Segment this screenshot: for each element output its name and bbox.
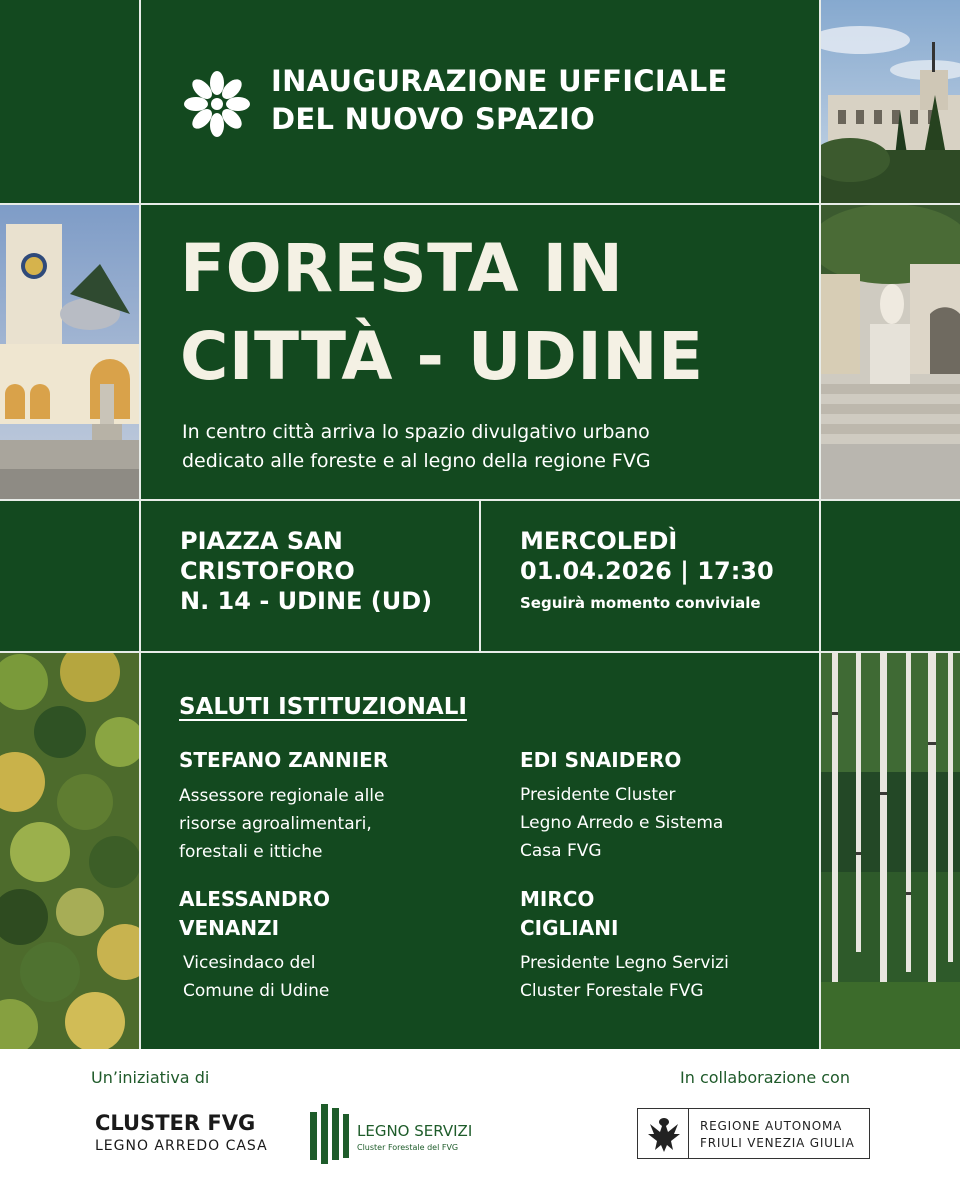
- grid-line-h1: [0, 203, 960, 205]
- location-line-1: PIAZZA SAN: [180, 527, 343, 555]
- cluster-fvg-logo-name: CLUSTER FVG: [95, 1111, 256, 1135]
- photo-statue-stairs: [820, 204, 960, 500]
- grid-line-h2: [0, 499, 960, 501]
- photo-palazzo-sky: [820, 0, 960, 204]
- photo-aerial-forest: [0, 652, 140, 1049]
- main-title-line-2: CITTÀ - UDINE: [180, 318, 704, 395]
- speaker-role: [520, 949, 729, 1005]
- legno-servizi-sub: Cluster Forestale del FVG: [357, 1143, 459, 1152]
- speaker-role: [179, 782, 385, 866]
- speaker-role-line: forestali e ittiche: [179, 842, 323, 862]
- speaker-name-line: ALESSANDRO: [179, 887, 331, 911]
- speaker-role-line: Cluster Forestale FVG: [520, 981, 704, 1001]
- speaker-role-line: Presidente Cluster: [520, 785, 676, 805]
- speaker-name-line: CIGLIANI: [520, 916, 619, 940]
- cluster-fvg-logo-sub: LEGNO ARREDO CASA: [95, 1138, 268, 1154]
- event-datetime: 01.04.2026 | 17:30: [520, 557, 774, 585]
- speaker-role: [183, 949, 329, 1005]
- speaker-name: [520, 746, 681, 775]
- region-divider: [688, 1109, 689, 1158]
- flower-icon: [181, 68, 253, 140]
- event-location: [180, 526, 432, 616]
- location-line-3: N. 14 - UDINE (UD): [180, 587, 433, 615]
- speaker-role: [520, 781, 723, 865]
- legno-servizi-bars-icon: [308, 1104, 352, 1168]
- speaker-role-line: Assessore regionale alle: [179, 786, 385, 806]
- subtitle-line-1: INAUGURAZIONE UFFICIALE: [271, 64, 728, 98]
- region-line-1: REGIONE AUTONOMA: [700, 1119, 843, 1133]
- speaker-role-line: Legno Arredo e Sistema: [520, 813, 724, 833]
- intro-line-2: dedicato alle foreste e al legno della regione FVG: [182, 450, 651, 472]
- eagle-emblem-icon: [645, 1114, 683, 1154]
- panel-band-right: [820, 500, 960, 652]
- intro-text: [182, 418, 802, 476]
- main-title-line-1: FORESTA IN: [180, 230, 624, 307]
- legno-servizi-name: LEGNO SERVIZI: [357, 1122, 473, 1140]
- grid-line-h3: [0, 651, 960, 653]
- photo-birch-trees: [820, 652, 960, 1049]
- speakers-heading: SALUTI ISTITUZIONALI: [179, 694, 467, 720]
- speaker-name: [179, 746, 388, 775]
- speaker-name-line: EDI SNAIDERO: [520, 748, 682, 772]
- panel-band-left: [0, 500, 140, 652]
- grid-line-v2: [819, 0, 821, 1049]
- event-day: MERCOLEDÌ: [520, 527, 678, 555]
- location-line-2: CRISTOFORO: [180, 557, 355, 585]
- subtitle-line-2: DEL NUOVO SPAZIO: [271, 102, 596, 136]
- speaker-name-line: STEFANO ZANNIER: [179, 748, 389, 772]
- speaker-name-line: MIRCO: [520, 887, 595, 911]
- speaker-name: [179, 885, 330, 943]
- region-fvg-logo: [637, 1108, 870, 1159]
- grid-line-v3: [479, 500, 481, 652]
- subtitle: [271, 62, 728, 138]
- grid-line-v1: [139, 0, 141, 1049]
- speaker-role-line: risorse agroalimentari,: [179, 814, 372, 834]
- speaker-role-line: Casa FVG: [520, 841, 602, 861]
- panel-top-left: [0, 0, 140, 204]
- speaker-name: [520, 885, 618, 943]
- region-line-2: FRIULI VENEZIA GIULIA: [700, 1136, 855, 1150]
- speaker-name-line: VENANZI: [179, 916, 280, 940]
- main-title: [180, 225, 704, 401]
- speaker-role-line: Presidente Legno Servizi: [520, 953, 729, 973]
- event-note: Seguirà momento conviviale: [520, 594, 761, 612]
- speaker-role-line: Vicesindaco del: [183, 953, 316, 973]
- collab-label: In collaborazione con: [680, 1068, 850, 1087]
- intro-line-1: In centro città arriva lo spazio divulgativo urbano: [182, 421, 650, 443]
- initiative-label: Un’iniziativa di: [91, 1068, 210, 1087]
- event-date: [520, 526, 774, 612]
- photo-clock-tower: [0, 204, 140, 500]
- speaker-role-line: Comune di Udine: [183, 981, 330, 1001]
